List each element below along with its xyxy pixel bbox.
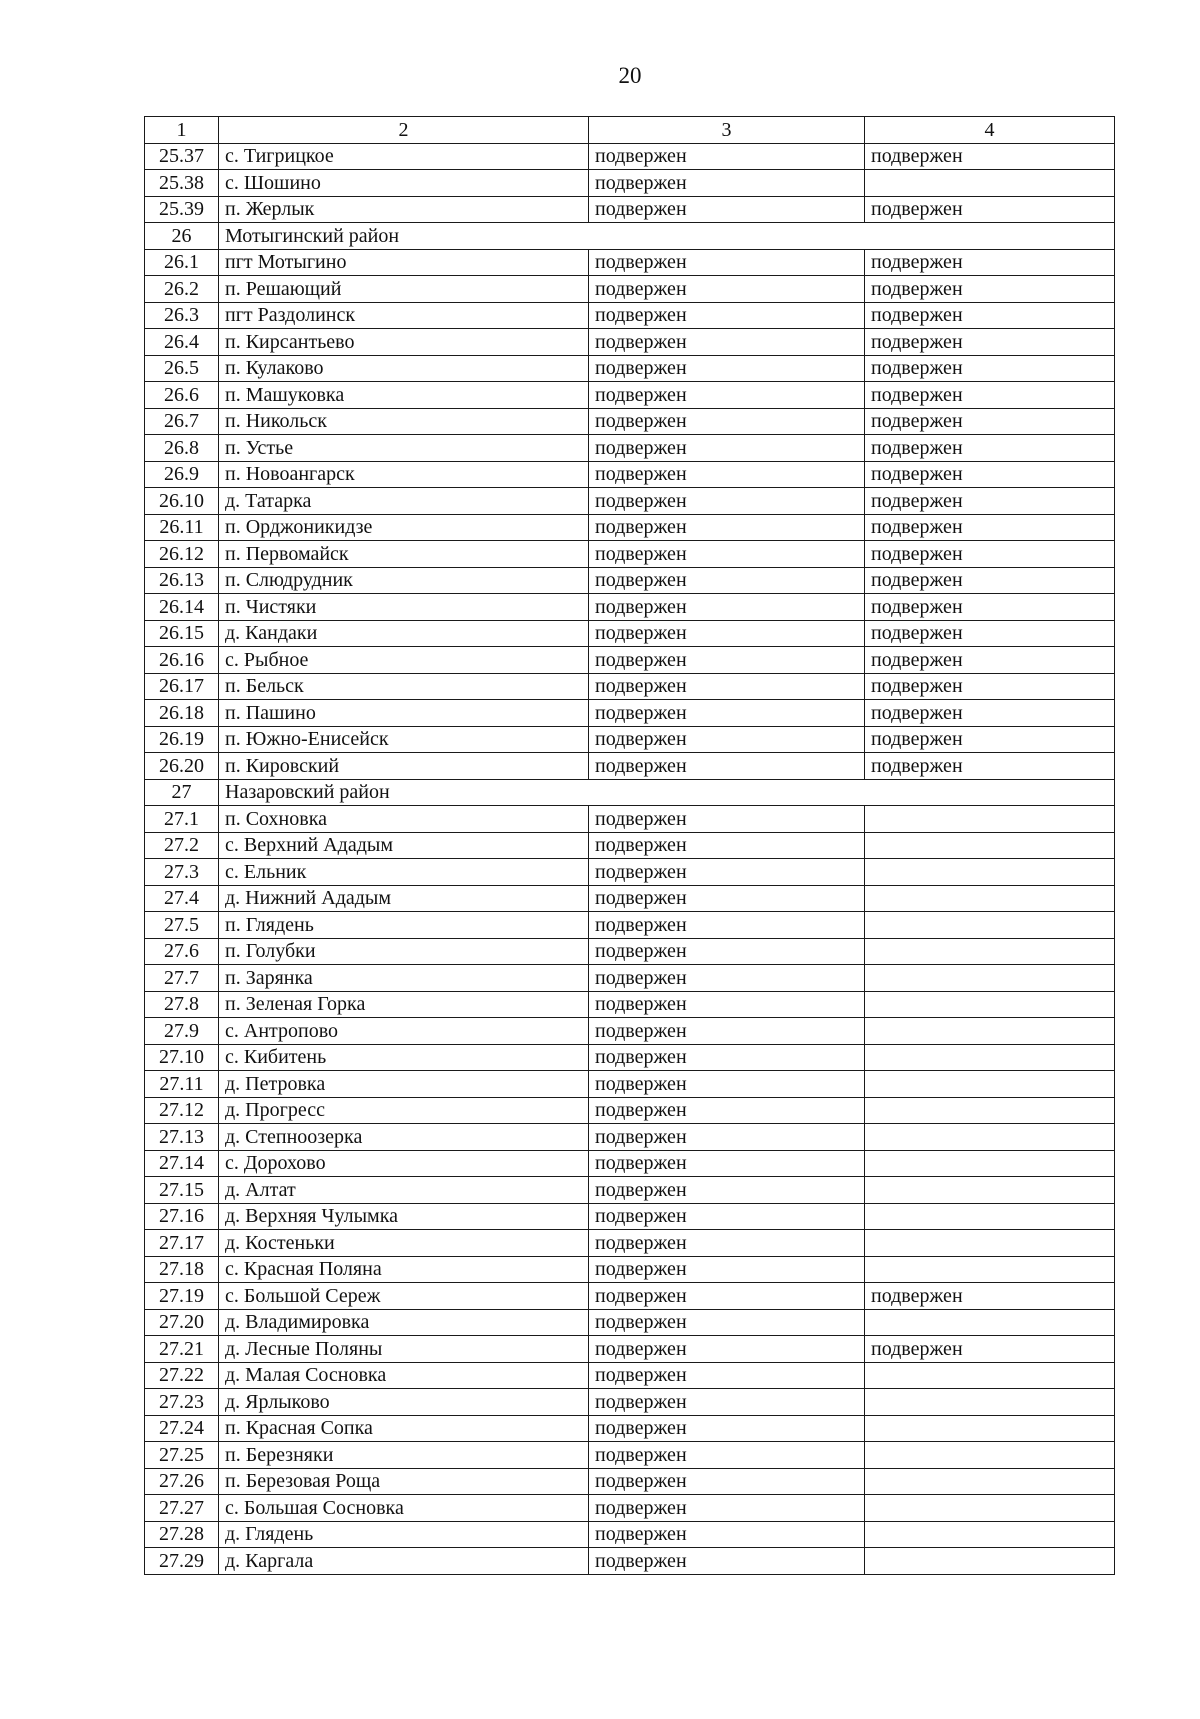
column-3-value: подвержен xyxy=(589,594,865,621)
row-number: 27.5 xyxy=(145,912,219,939)
row-number: 26 xyxy=(145,223,219,250)
row-number: 27.1 xyxy=(145,806,219,833)
column-4-value xyxy=(865,1521,1115,1548)
column-header-3: 3 xyxy=(589,117,865,144)
table-row xyxy=(145,1097,1115,1124)
row-number: 26.4 xyxy=(145,329,219,356)
settlement-name: п. Бельск xyxy=(219,673,589,700)
column-4-value xyxy=(865,1203,1115,1230)
table-row xyxy=(145,143,1115,170)
settlement-name: д. Прогресс xyxy=(219,1097,589,1124)
settlement-name: п. Глядень xyxy=(219,912,589,939)
settlement-name: п. Никольск xyxy=(219,408,589,435)
table-row xyxy=(145,1468,1115,1495)
table-row xyxy=(145,1283,1115,1310)
table-row xyxy=(145,461,1115,488)
column-4-value xyxy=(865,1548,1115,1575)
page-number: 20 xyxy=(618,63,642,88)
table-row xyxy=(145,806,1115,833)
table-row xyxy=(145,1362,1115,1389)
row-number: 26.7 xyxy=(145,408,219,435)
column-3-value: подвержен xyxy=(589,673,865,700)
column-4-value: подвержен xyxy=(865,143,1115,170)
table-row xyxy=(145,1230,1115,1257)
row-number: 27.9 xyxy=(145,1018,219,1045)
table-row xyxy=(145,276,1115,303)
column-3-value: подвержен xyxy=(589,991,865,1018)
column-4-value xyxy=(865,1044,1115,1071)
column-4-value xyxy=(865,1468,1115,1495)
settlement-name: п. Новоангарск xyxy=(219,461,589,488)
settlement-name: д. Верхняя Чулымка xyxy=(219,1203,589,1230)
row-number: 27.23 xyxy=(145,1389,219,1416)
column-4-value: подвержен xyxy=(865,700,1115,727)
column-4-value xyxy=(865,832,1115,859)
table-row xyxy=(145,1203,1115,1230)
settlement-name: п. Кировский xyxy=(219,753,589,780)
column-4-value: подвержен xyxy=(865,355,1115,382)
column-3-value: подвержен xyxy=(589,1548,865,1575)
column-4-value: подвержен xyxy=(865,726,1115,753)
row-number: 26.16 xyxy=(145,647,219,674)
column-3-value: подвержен xyxy=(589,1097,865,1124)
row-number: 27.29 xyxy=(145,1548,219,1575)
table-row xyxy=(145,938,1115,965)
row-number: 26.10 xyxy=(145,488,219,515)
column-4-value xyxy=(865,938,1115,965)
row-number: 27.6 xyxy=(145,938,219,965)
settlement-name: с. Кибитень xyxy=(219,1044,589,1071)
row-number: 27.19 xyxy=(145,1283,219,1310)
table-header-row xyxy=(145,117,1115,144)
table-row xyxy=(145,912,1115,939)
settlement-name: д. Кандаки xyxy=(219,620,589,647)
settlement-name: с. Верхний Ададым xyxy=(219,832,589,859)
settlement-name: п. Березняки xyxy=(219,1442,589,1469)
column-4-value xyxy=(865,1309,1115,1336)
row-number: 27.2 xyxy=(145,832,219,859)
table-row xyxy=(145,1071,1115,1098)
column-3-value: подвержен xyxy=(589,541,865,568)
table-row xyxy=(145,620,1115,647)
row-number: 26.3 xyxy=(145,302,219,329)
row-number: 27.17 xyxy=(145,1230,219,1257)
settlement-name: д. Ярлыково xyxy=(219,1389,589,1416)
column-4-value: подвержен xyxy=(865,1283,1115,1310)
column-4-value: подвержен xyxy=(865,753,1115,780)
column-4-value xyxy=(865,965,1115,992)
row-number: 27.3 xyxy=(145,859,219,886)
settlement-name: д. Глядень xyxy=(219,1521,589,1548)
table-row xyxy=(145,355,1115,382)
row-number: 26.1 xyxy=(145,249,219,276)
settlement-name: п. Кирсантьево xyxy=(219,329,589,356)
row-number: 27.12 xyxy=(145,1097,219,1124)
table-row xyxy=(145,673,1115,700)
settlement-name: д. Алтат xyxy=(219,1177,589,1204)
settlement-name: с. Большой Сереж xyxy=(219,1283,589,1310)
column-3-value: подвержен xyxy=(589,302,865,329)
settlement-name: с. Большая Сосновка xyxy=(219,1495,589,1522)
column-4-value xyxy=(865,1177,1115,1204)
column-4-value: подвержен xyxy=(865,461,1115,488)
settlement-name: д. Степноозерка xyxy=(219,1124,589,1151)
section-row xyxy=(145,223,1115,250)
column-3-value: подвержен xyxy=(589,1468,865,1495)
row-number: 26.2 xyxy=(145,276,219,303)
column-4-value: подвержен xyxy=(865,329,1115,356)
table-row xyxy=(145,1124,1115,1151)
settlement-name: с. Рыбное xyxy=(219,647,589,674)
column-3-value: подвержен xyxy=(589,355,865,382)
row-number: 26.12 xyxy=(145,541,219,568)
settlement-name: д. Малая Сосновка xyxy=(219,1362,589,1389)
column-3-value: подвержен xyxy=(589,859,865,886)
column-3-value: подвержен xyxy=(589,196,865,223)
column-4-value: подвержен xyxy=(865,488,1115,515)
column-3-value: подвержен xyxy=(589,329,865,356)
column-4-value xyxy=(865,1495,1115,1522)
settlement-name: п. Жерлык xyxy=(219,196,589,223)
settlement-name: п. Слюдрудник xyxy=(219,567,589,594)
column-3-value: подвержен xyxy=(589,1336,865,1363)
column-3-value: подвержен xyxy=(589,647,865,674)
table-row xyxy=(145,1415,1115,1442)
column-4-value: подвержен xyxy=(865,302,1115,329)
settlement-name: п. Пашино xyxy=(219,700,589,727)
table-row xyxy=(145,859,1115,886)
table-row xyxy=(145,382,1115,409)
settlement-name: д. Каргала xyxy=(219,1548,589,1575)
row-number: 27.13 xyxy=(145,1124,219,1151)
settlement-name: п. Устье xyxy=(219,435,589,462)
column-4-value xyxy=(865,1097,1115,1124)
row-number: 27.20 xyxy=(145,1309,219,1336)
column-header-4: 4 xyxy=(865,117,1115,144)
column-3-value: подвержен xyxy=(589,170,865,197)
table-row xyxy=(145,1150,1115,1177)
table-row xyxy=(145,700,1115,727)
column-4-value: подвержен xyxy=(865,249,1115,276)
row-number: 27.26 xyxy=(145,1468,219,1495)
column-4-value xyxy=(865,1415,1115,1442)
settlement-name: д. Нижний Ададым xyxy=(219,885,589,912)
district-name: Назаровский район xyxy=(219,779,1115,806)
table-row xyxy=(145,249,1115,276)
column-4-value xyxy=(865,1442,1115,1469)
column-4-value: подвержен xyxy=(865,567,1115,594)
settlement-name: п. Южно-Енисейск xyxy=(219,726,589,753)
table-row xyxy=(145,408,1115,435)
row-number: 26.14 xyxy=(145,594,219,621)
row-number: 26.5 xyxy=(145,355,219,382)
settlement-name: п. Кулаково xyxy=(219,355,589,382)
settlement-name: д. Лесные Поляны xyxy=(219,1336,589,1363)
row-number: 26.20 xyxy=(145,753,219,780)
settlement-name: д. Татарка xyxy=(219,488,589,515)
column-3-value: подвержен xyxy=(589,488,865,515)
column-3-value: подвержен xyxy=(589,276,865,303)
settlement-name: п. Голубки xyxy=(219,938,589,965)
column-4-value xyxy=(865,912,1115,939)
table-row xyxy=(145,594,1115,621)
row-number: 25.39 xyxy=(145,196,219,223)
column-3-value: подвержен xyxy=(589,1177,865,1204)
row-number: 27.7 xyxy=(145,965,219,992)
column-3-value: подвержен xyxy=(589,1018,865,1045)
table-row xyxy=(145,647,1115,674)
column-3-value: подвержен xyxy=(589,1044,865,1071)
row-number: 27.28 xyxy=(145,1521,219,1548)
settlement-name: пгт Мотыгино xyxy=(219,249,589,276)
row-number: 27.18 xyxy=(145,1256,219,1283)
column-4-value xyxy=(865,1362,1115,1389)
column-4-value xyxy=(865,1018,1115,1045)
row-number: 27.22 xyxy=(145,1362,219,1389)
column-header-2: 2 xyxy=(219,117,589,144)
column-3-value: подвержен xyxy=(589,806,865,833)
column-3-value: подвержен xyxy=(589,885,865,912)
column-4-value: подвержен xyxy=(865,276,1115,303)
column-3-value: подвержен xyxy=(589,408,865,435)
table-row xyxy=(145,1018,1115,1045)
column-3-value: подвержен xyxy=(589,143,865,170)
row-number: 26.13 xyxy=(145,567,219,594)
row-number: 27.15 xyxy=(145,1177,219,1204)
table-row xyxy=(145,1389,1115,1416)
settlement-name: д. Владимировка xyxy=(219,1309,589,1336)
column-3-value: подвержен xyxy=(589,1415,865,1442)
table-row xyxy=(145,1256,1115,1283)
settlement-name: п. Зарянка xyxy=(219,965,589,992)
settlement-name: п. Зеленая Горка xyxy=(219,991,589,1018)
table-row xyxy=(145,541,1115,568)
row-number: 25.37 xyxy=(145,143,219,170)
column-3-value: подвержен xyxy=(589,620,865,647)
table-row xyxy=(145,726,1115,753)
column-3-value: подвержен xyxy=(589,1495,865,1522)
column-4-value xyxy=(865,1150,1115,1177)
column-3-value: подвержен xyxy=(589,1521,865,1548)
table-row xyxy=(145,1309,1115,1336)
column-3-value: подвержен xyxy=(589,938,865,965)
row-number: 26.19 xyxy=(145,726,219,753)
row-number: 26.6 xyxy=(145,382,219,409)
column-header-1: 1 xyxy=(145,117,219,144)
row-number: 26.11 xyxy=(145,514,219,541)
table-row xyxy=(145,753,1115,780)
table-row xyxy=(145,965,1115,992)
row-number: 27.11 xyxy=(145,1071,219,1098)
column-3-value: подвержен xyxy=(589,700,865,727)
column-4-value xyxy=(865,1071,1115,1098)
column-3-value: подвержен xyxy=(589,1203,865,1230)
column-3-value: подвержен xyxy=(589,249,865,276)
table-row xyxy=(145,1548,1115,1575)
settlement-name: с. Дорохово xyxy=(219,1150,589,1177)
table-row xyxy=(145,170,1115,197)
column-3-value: подвержен xyxy=(589,382,865,409)
column-4-value xyxy=(865,806,1115,833)
column-3-value: подвержен xyxy=(589,1256,865,1283)
table-row xyxy=(145,885,1115,912)
column-3-value: подвержен xyxy=(589,1150,865,1177)
settlement-name: п. Машуковка xyxy=(219,382,589,409)
settlement-name: п. Орджоникидзе xyxy=(219,514,589,541)
column-3-value: подвержен xyxy=(589,567,865,594)
table-row xyxy=(145,991,1115,1018)
column-4-value: подвержен xyxy=(865,594,1115,621)
row-number: 27 xyxy=(145,779,219,806)
column-4-value xyxy=(865,859,1115,886)
row-number: 27.14 xyxy=(145,1150,219,1177)
column-3-value: подвержен xyxy=(589,1442,865,1469)
settlement-name: п. Сохновка xyxy=(219,806,589,833)
table-row xyxy=(145,1177,1115,1204)
table-body xyxy=(145,117,1115,1575)
settlement-name: п. Первомайск xyxy=(219,541,589,568)
column-4-value xyxy=(865,991,1115,1018)
table-row xyxy=(145,435,1115,462)
row-number: 27.21 xyxy=(145,1336,219,1363)
settlement-name: п. Красная Сопка xyxy=(219,1415,589,1442)
table-row xyxy=(145,1336,1115,1363)
row-number: 27.10 xyxy=(145,1044,219,1071)
column-3-value: подвержен xyxy=(589,1071,865,1098)
settlement-name: пгт Раздолинск xyxy=(219,302,589,329)
table-row xyxy=(145,514,1115,541)
row-number: 27.25 xyxy=(145,1442,219,1469)
settlement-name: п. Решающий xyxy=(219,276,589,303)
table-row xyxy=(145,302,1115,329)
settlement-name: д. Костеньки xyxy=(219,1230,589,1257)
column-3-value: подвержен xyxy=(589,1230,865,1257)
column-3-value: подвержен xyxy=(589,1389,865,1416)
row-number: 27.4 xyxy=(145,885,219,912)
row-number: 26.9 xyxy=(145,461,219,488)
table-row xyxy=(145,196,1115,223)
column-4-value: подвержен xyxy=(865,673,1115,700)
column-3-value: подвержен xyxy=(589,435,865,462)
column-3-value: подвержен xyxy=(589,1309,865,1336)
column-4-value: подвержен xyxy=(865,514,1115,541)
settlement-name: п. Березовая Роща xyxy=(219,1468,589,1495)
row-number: 27.8 xyxy=(145,991,219,1018)
column-4-value xyxy=(865,1124,1115,1151)
table-row xyxy=(145,329,1115,356)
row-number: 26.18 xyxy=(145,700,219,727)
column-4-value xyxy=(865,1389,1115,1416)
settlement-name: с. Шошино xyxy=(219,170,589,197)
settlement-name: с. Тигрицкое xyxy=(219,143,589,170)
table-row xyxy=(145,567,1115,594)
table-row xyxy=(145,832,1115,859)
row-number: 25.38 xyxy=(145,170,219,197)
column-4-value: подвержен xyxy=(865,382,1115,409)
table-row xyxy=(145,1044,1115,1071)
column-4-value: подвержен xyxy=(865,620,1115,647)
column-3-value: подвержен xyxy=(589,1124,865,1151)
table-row xyxy=(145,1521,1115,1548)
settlement-name: с. Красная Поляна xyxy=(219,1256,589,1283)
column-4-value: подвержен xyxy=(865,647,1115,674)
column-4-value xyxy=(865,885,1115,912)
column-3-value: подвержен xyxy=(589,726,865,753)
settlement-name: с. Ельник xyxy=(219,859,589,886)
section-row xyxy=(145,779,1115,806)
settlement-name: д. Петровка xyxy=(219,1071,589,1098)
column-3-value: подвержен xyxy=(589,912,865,939)
column-4-value: подвержен xyxy=(865,1336,1115,1363)
column-4-value: подвержен xyxy=(865,408,1115,435)
row-number: 27.24 xyxy=(145,1415,219,1442)
row-number: 26.17 xyxy=(145,673,219,700)
column-3-value: подвержен xyxy=(589,461,865,488)
column-3-value: подвержен xyxy=(589,965,865,992)
column-3-value: подвержен xyxy=(589,1283,865,1310)
row-number: 26.15 xyxy=(145,620,219,647)
column-4-value: подвержен xyxy=(865,435,1115,462)
table-row xyxy=(145,1442,1115,1469)
column-4-value: подвержен xyxy=(865,541,1115,568)
column-4-value xyxy=(865,170,1115,197)
settlement-name: с. Антропово xyxy=(219,1018,589,1045)
column-3-value: подвержен xyxy=(589,832,865,859)
column-4-value xyxy=(865,1256,1115,1283)
column-3-value: подвержен xyxy=(589,753,865,780)
row-number: 26.8 xyxy=(145,435,219,462)
column-3-value: подвержен xyxy=(589,514,865,541)
table-row xyxy=(145,1495,1115,1522)
column-4-value xyxy=(865,1230,1115,1257)
settlements-table xyxy=(144,116,1115,1575)
table-row xyxy=(145,488,1115,515)
column-3-value: подвержен xyxy=(589,1362,865,1389)
row-number: 27.16 xyxy=(145,1203,219,1230)
row-number: 27.27 xyxy=(145,1495,219,1522)
column-4-value: подвержен xyxy=(865,196,1115,223)
settlement-name: п. Чистяки xyxy=(219,594,589,621)
district-name: Мотыгинский район xyxy=(219,223,1115,250)
